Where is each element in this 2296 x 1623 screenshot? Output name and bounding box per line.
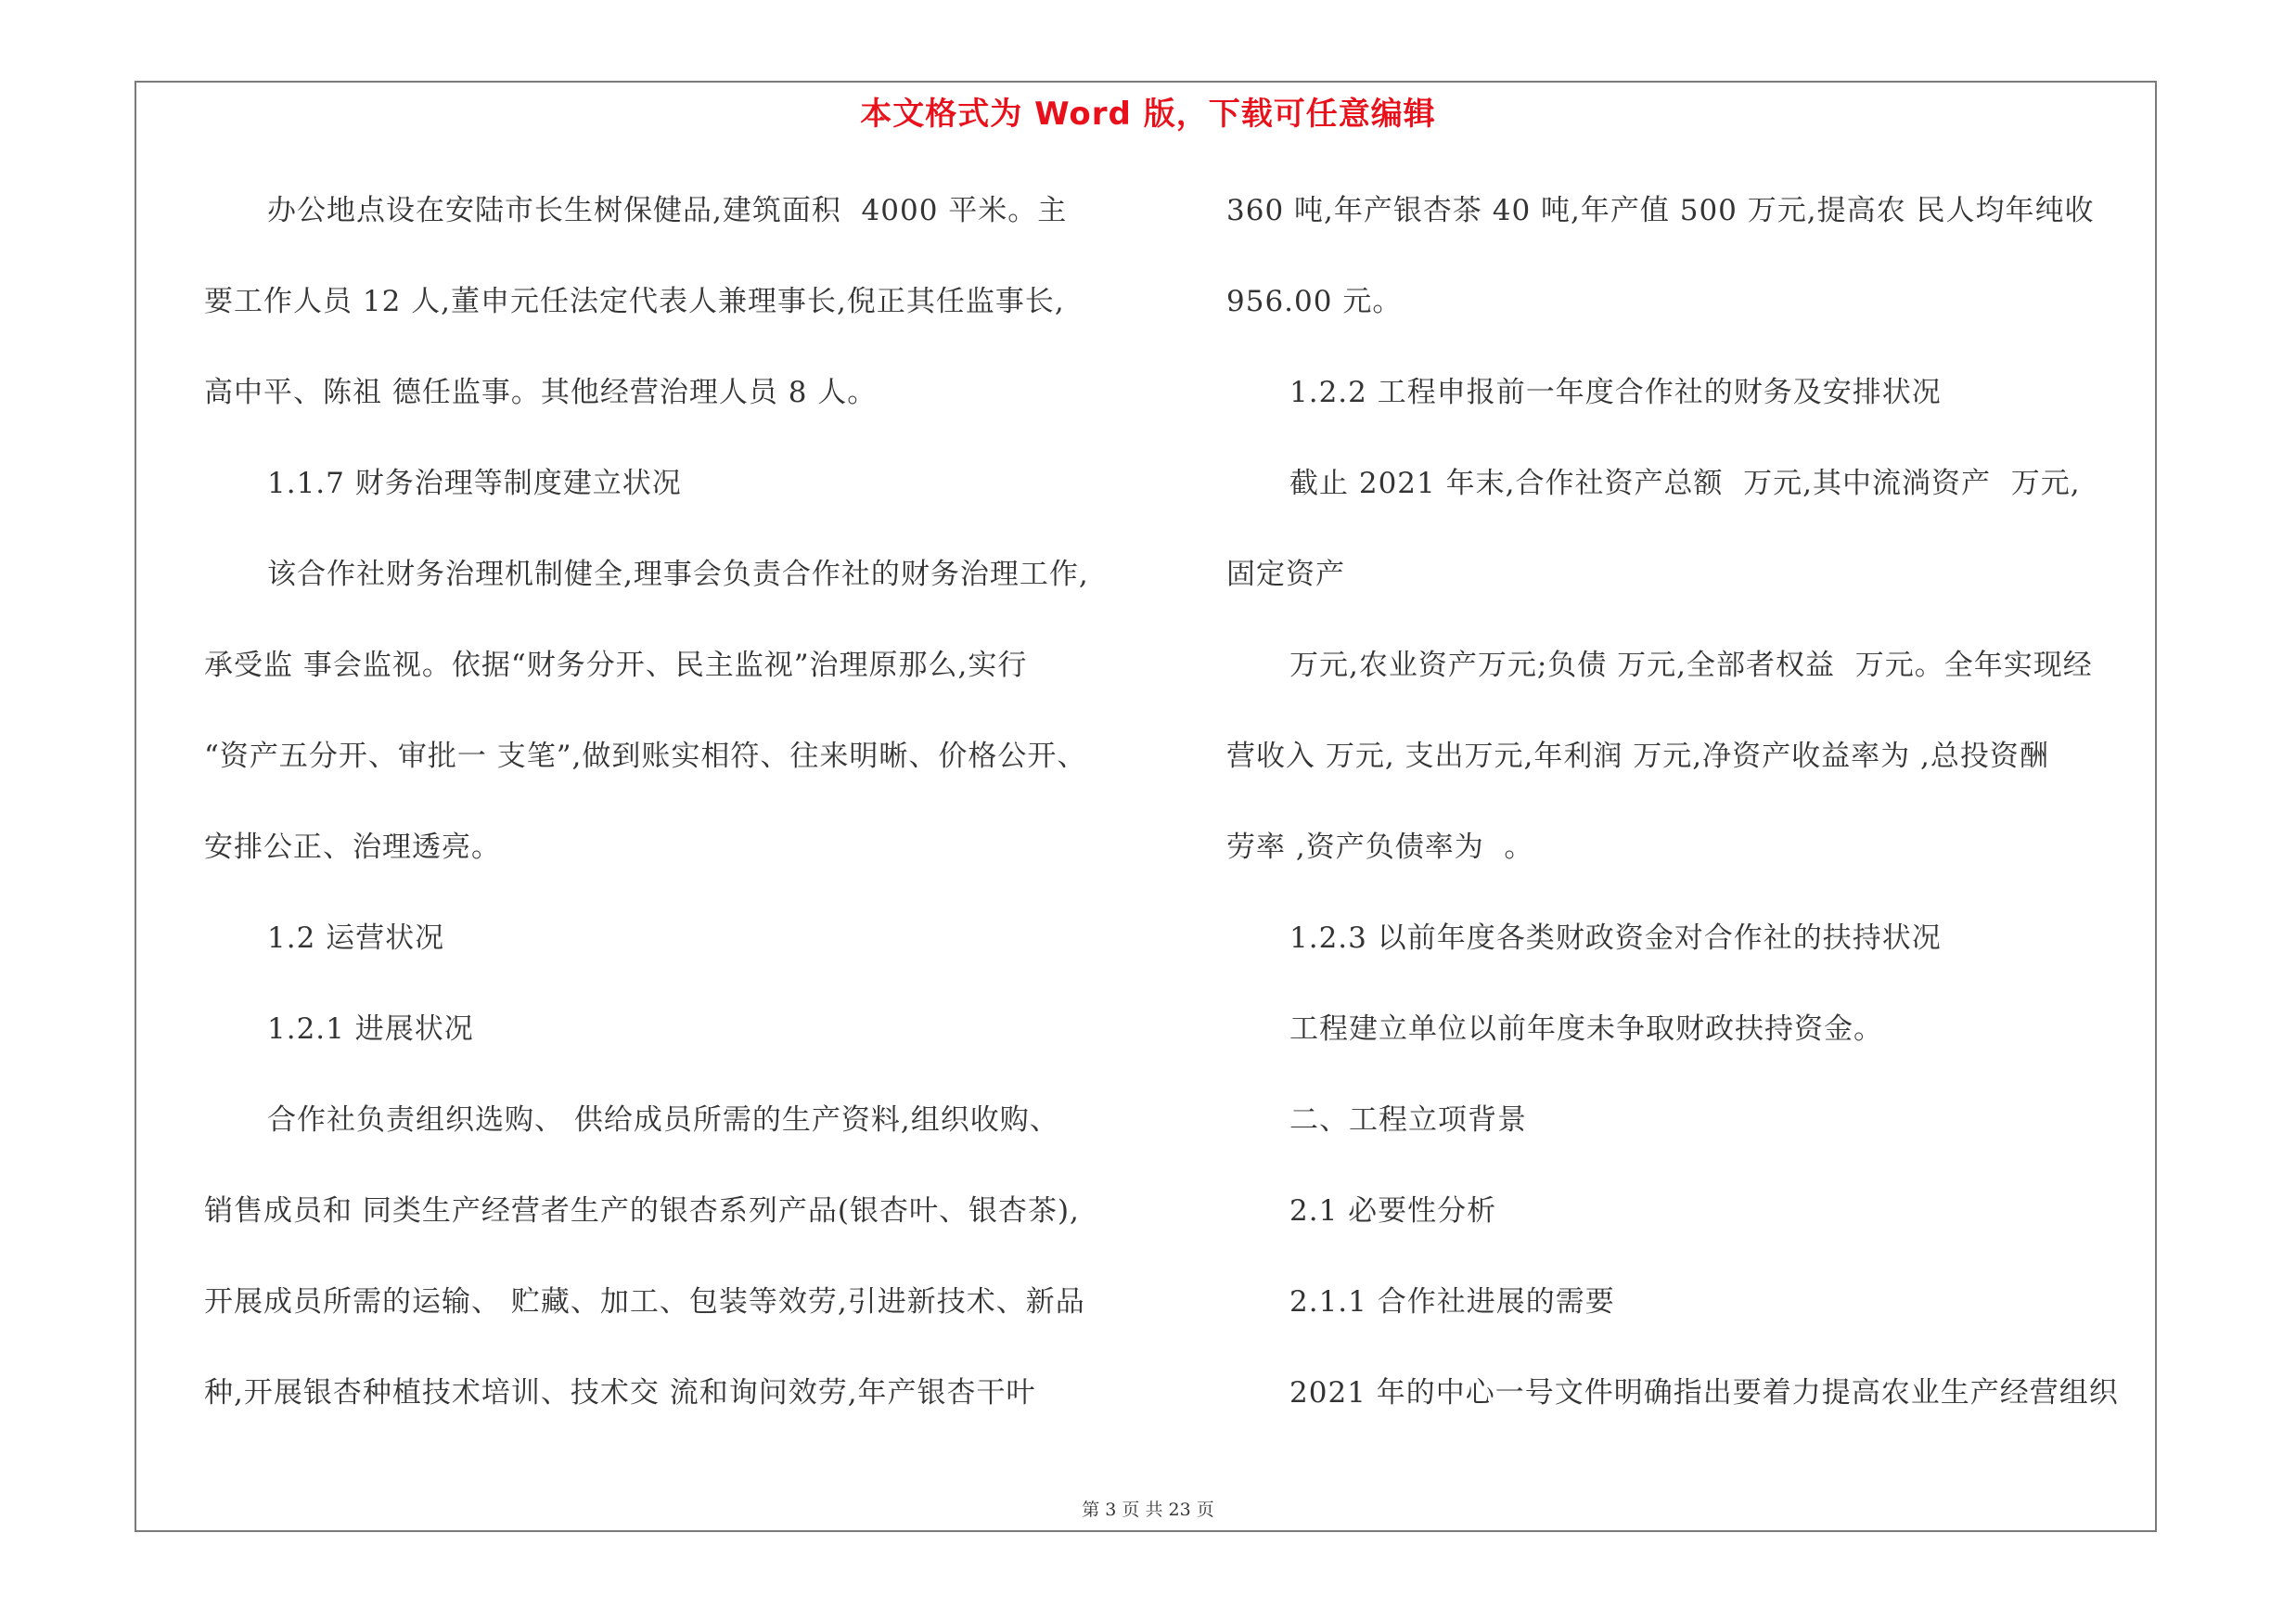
text-line: 二、工程立项背景 xyxy=(1289,1103,1527,1137)
text-line: 1.1.7 财务治理等制度建立状况 xyxy=(267,467,682,500)
text-line: 种,开展银杏种植技术培训、技术交 流和询问效劳,年产银杏干叶 xyxy=(204,1376,1036,1410)
text-line: 360 吨,年产银杏茶 40 吨,年产值 500 万元,提高农 民人均年纯收 xyxy=(1226,194,2095,227)
right-column xyxy=(1226,182,2154,1455)
text-line: 该合作社财务治理机制健全,理事会负责合作社的财务治理工作, xyxy=(267,558,1089,591)
text-line: 办公地点设在安陆市长生树保健品,建筑面积 4000 平米。主 xyxy=(267,194,1068,227)
text-line: 2021 年的中心一号文件明确指出要着力提高农业生产经营组织 xyxy=(1289,1376,2119,1410)
format-banner: 本文格式为 Word 版，下载可任意编辑 xyxy=(860,96,1436,133)
text-line: 1.2.3 以前年度各类财政资金对合作社的扶持状况 xyxy=(1289,921,1942,955)
text-line: 营收入 万元, 支出万元,年利润 万元,净资产收益率为 ,总投资酬 xyxy=(1226,740,2049,773)
text-line: 销售成员和 同类生产经营者生产的银杏系列产品(银杏叶、银杏茶), xyxy=(204,1194,1080,1228)
text-line: 开展成员所需的运输、 贮藏、加工、包装等效劳,引进新技术、新品 xyxy=(204,1285,1085,1319)
text-line: 工程建立单位以前年度未争取财政扶持资金。 xyxy=(1289,1012,1883,1046)
text-line: 1.2 运营状况 xyxy=(267,921,445,955)
text-line: 高中平、陈祖 德任监事。其他经营治理人员 8 人。 xyxy=(204,376,878,409)
text-line: 1.2.1 进展状况 xyxy=(267,1012,474,1046)
text-line: 固定资产 xyxy=(1226,558,1345,591)
text-line: 万元,农业资产万元;负债 万元,全部者权益 万元。全年实现经 xyxy=(1289,649,2093,682)
text-line: 1.2.2 工程申报前一年度合作社的财务及安排状况 xyxy=(1289,376,1942,409)
text-line: 承受监 事会监视。依据“财务分开、民主监视”治理原那么,实行 xyxy=(204,649,1028,682)
text-line: “资产五分开、审批一 支笔”,做到账实相符、往来明晰、价格公开、 xyxy=(204,740,1087,773)
text-line: 要工作人员 12 人,董申元任法定代表人兼理事长,倪正其任监事长, xyxy=(204,285,1065,318)
text-line: 合作社负责组织选购、 供给成员所需的生产资料,组织收购、 xyxy=(267,1103,1059,1137)
left-column xyxy=(204,182,1197,1455)
text-line: 956.00 元。 xyxy=(1226,285,1403,318)
text-line: 截止 2021 年末,合作社资产总额 万元,其中流淌资产 万元, xyxy=(1289,467,2081,500)
page-footer: 第 3 页 共 23 页 xyxy=(1082,1500,1214,1520)
text-line: 安排公正、治理透亮。 xyxy=(204,831,501,864)
text-line: 2.1 必要性分析 xyxy=(1289,1194,1497,1228)
text-line: 劳率 ,资产负债率为 。 xyxy=(1226,831,1534,864)
text-line: 2.1.1 合作社进展的需要 xyxy=(1289,1285,1615,1319)
